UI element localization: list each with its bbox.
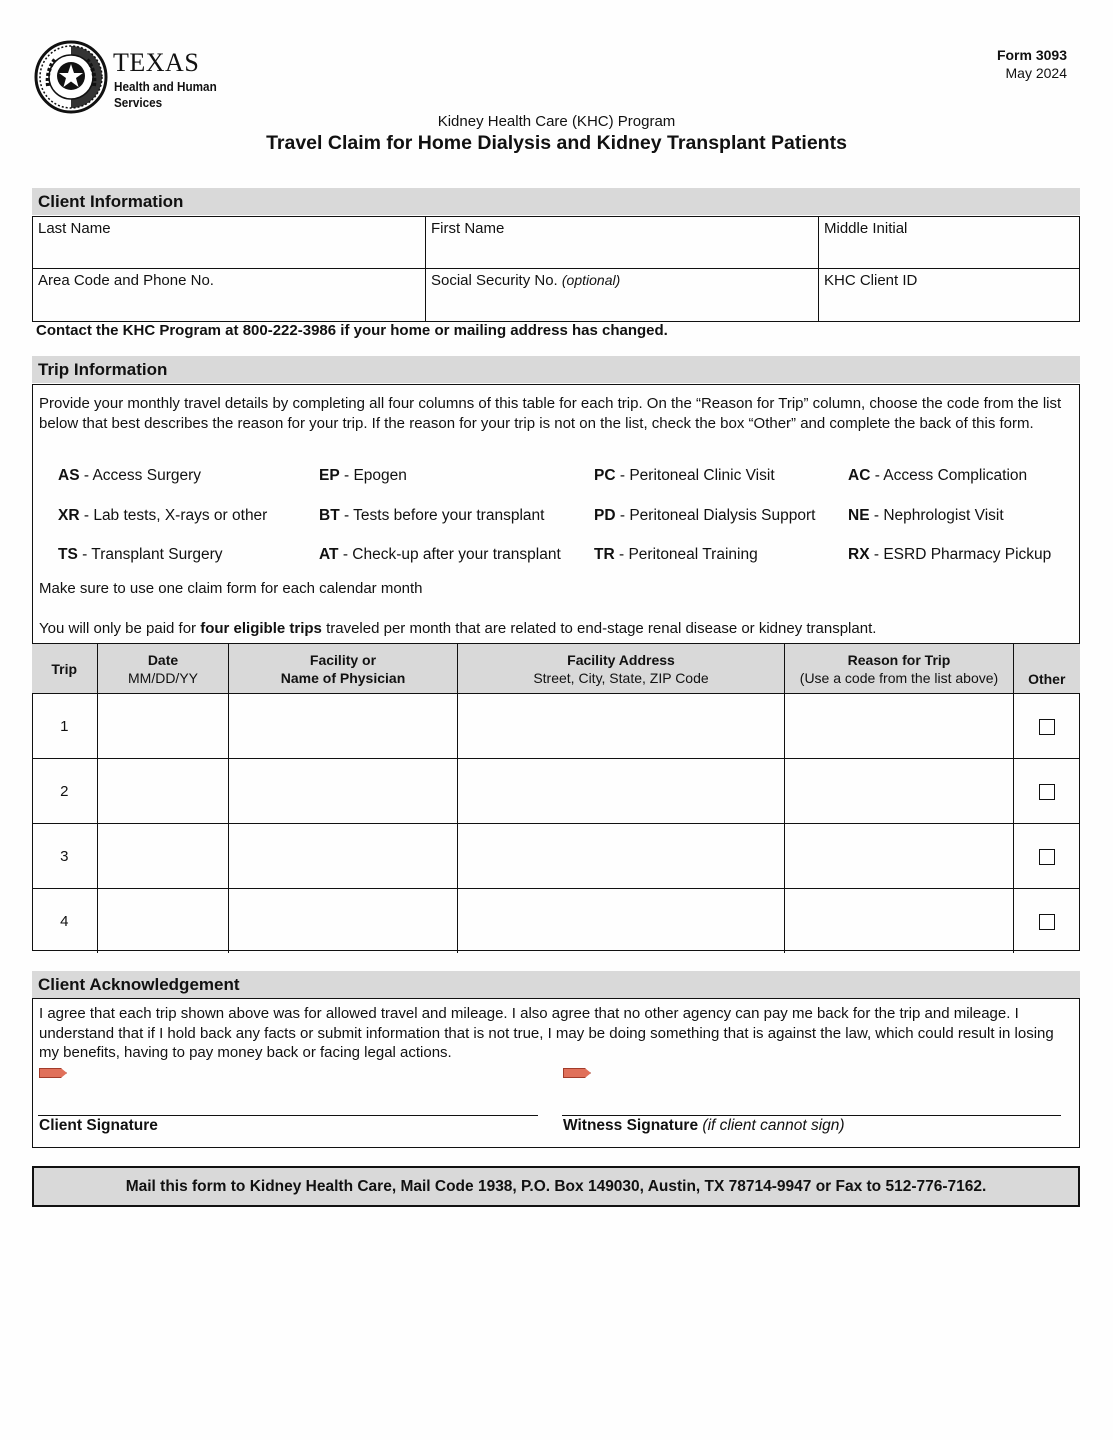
trip-other-cell	[1014, 694, 1080, 759]
trip-number: 2	[32, 759, 98, 824]
trip-address-cell[interactable]	[458, 759, 785, 824]
trip-other-cell	[1014, 889, 1080, 954]
trip-number: 4	[32, 889, 98, 954]
page-title: Travel Claim for Home Dialysis and Kidney Transplant Patients	[266, 132, 847, 154]
first-name-input[interactable]	[431, 241, 817, 259]
reason-code-xr: XR - Lab tests, X-rays or other	[58, 507, 268, 524]
client-id-cell	[819, 269, 1079, 321]
trip-facility-cell[interactable]	[229, 824, 458, 889]
other-checkbox[interactable]	[1039, 784, 1055, 800]
one-form-per-month-note: Make sure to use one claim form for each calendar month	[39, 580, 423, 597]
acknowledgement-text: I agree that each trip shown above was for allowed travel and mileage. I also agree that no other agency can pay me back for the trip and mileage. I understand that if I hold back any facts or submit information that is not true, I may be doing something that is against the law, which could result in losing my benefits, having to pay money back or facing legal actions.	[39, 1005, 1054, 1061]
client-information-header: Client Information	[32, 188, 1080, 215]
reason-code-pd: PD - Peritoneal Dialysis Support	[594, 507, 816, 524]
reason-code-at: AT - Check-up after your transplant	[319, 546, 561, 563]
trip-date-cell[interactable]	[98, 759, 229, 824]
trip-information-header: Trip Information	[32, 356, 1080, 383]
reason-code-pc: PC - Peritoneal Clinic Visit	[594, 467, 775, 484]
trip-reason-cell[interactable]	[785, 759, 1014, 824]
ssn-input[interactable]	[431, 293, 817, 311]
other-checkbox[interactable]	[1039, 719, 1055, 735]
trip-instructions: Provide your monthly travel details by completing all four columns of this table for each trip. On the “Reason for Trip” column, choose the code from the list below that best describes the reason for your trip. If the reason for your trip is not on the list, check the box “Other” and complete the back of this form.	[39, 395, 1062, 432]
reason-code-tr: TR - Peritoneal Training	[594, 546, 758, 563]
trip-facility-cell[interactable]	[229, 694, 458, 759]
trip-table-header	[32, 644, 1080, 694]
trip-reason-cell[interactable]	[785, 889, 1014, 954]
client-id-label: KHC Client ID	[824, 272, 918, 289]
trip-information-box	[32, 384, 1080, 951]
reason-code-ts: TS - Transplant Surgery	[58, 546, 223, 563]
last-name-input[interactable]	[38, 241, 424, 259]
reason-code-ep: EP - Epogen	[319, 467, 407, 484]
client-signature-line[interactable]	[38, 1115, 538, 1116]
form-date: May 2024	[1005, 65, 1067, 81]
table-row	[32, 824, 1080, 889]
trip-reason-cell[interactable]	[785, 694, 1014, 759]
sign-here-tag-icon[interactable]	[563, 1068, 591, 1078]
middle-initial-label: Middle Initial	[824, 220, 908, 237]
trip-date-cell[interactable]	[98, 889, 229, 954]
col-header-other: Other	[1014, 644, 1080, 694]
ssn-cell	[426, 269, 819, 321]
trip-address-cell[interactable]	[458, 824, 785, 889]
first-name-label: First Name	[431, 220, 505, 237]
form-number-block	[997, 46, 1067, 82]
table-row	[32, 759, 1080, 824]
witness-signature-label: Witness Signature (if client cannot sign)	[563, 1117, 845, 1134]
col-header-reason: Reason for Trip (Use a code from the list above)	[785, 644, 1014, 694]
first-name-cell	[426, 217, 819, 269]
address-change-note: Contact the KHC Program at 800-222-3986 if your home or mailing address has changed.	[36, 322, 668, 339]
other-checkbox[interactable]	[1039, 914, 1055, 930]
sign-here-tag-icon[interactable]	[39, 1068, 67, 1078]
eligible-trips-note: You will only be paid for four eligible trips traveled per month that are related to end-stage renal disease or kidney transplant.	[39, 620, 877, 637]
trip-table	[32, 643, 1080, 953]
reason-code-as: AS - Access Surgery	[58, 467, 202, 484]
logo-texas-text: TEXAS	[113, 48, 200, 77]
table-row	[32, 889, 1080, 954]
trip-facility-cell[interactable]	[229, 889, 458, 954]
mailing-instructions: Mail this form to Kidney Health Care, Mail Code 1938, P.O. Box 149030, Austin, TX 78714-9947 or Fax to 512-776-7162.	[32, 1166, 1080, 1207]
client-signature-label: Client Signature	[39, 1117, 158, 1134]
ssn-label: Social Security No.	[431, 272, 558, 289]
trip-other-cell	[1014, 824, 1080, 889]
acknowledgement-box	[32, 998, 1080, 1148]
client-information-grid	[32, 216, 1080, 322]
last-name-label: Last Name	[38, 220, 111, 237]
witness-signature-line[interactable]	[562, 1115, 1061, 1116]
other-checkbox[interactable]	[1039, 849, 1055, 865]
last-name-cell	[33, 217, 426, 269]
ssn-optional-note: (optional)	[561, 272, 621, 288]
col-header-trip: Trip	[32, 644, 98, 694]
reason-code-bt: BT - Tests before your transplant	[319, 507, 545, 524]
trip-number: 1	[32, 694, 98, 759]
trip-address-cell[interactable]	[458, 889, 785, 954]
trip-reason-cell[interactable]	[785, 824, 1014, 889]
client-id-input[interactable]	[824, 293, 1078, 311]
col-header-address: Facility Address Street, City, State, ZIP Code	[458, 644, 785, 694]
texas-seal-icon	[34, 40, 108, 114]
hhs-logo	[34, 40, 234, 118]
middle-initial-cell	[819, 217, 1079, 269]
trip-number: 3	[32, 824, 98, 889]
trip-date-cell[interactable]	[98, 694, 229, 759]
reason-code-ne: NE - Nephrologist Visit	[848, 507, 1004, 524]
trip-facility-cell[interactable]	[229, 759, 458, 824]
trip-address-cell[interactable]	[458, 694, 785, 759]
form-number: Form 3093	[996, 47, 1067, 63]
phone-input[interactable]	[38, 293, 424, 311]
logo-agency-text: Health and Human Services	[114, 79, 217, 110]
phone-label: Area Code and Phone No.	[38, 272, 214, 289]
middle-initial-input[interactable]	[824, 241, 1078, 259]
trip-date-cell[interactable]	[98, 824, 229, 889]
table-row	[32, 694, 1080, 759]
reason-code-ac: AC - Access Complication	[848, 467, 1028, 484]
phone-cell	[33, 269, 426, 321]
reason-code-rx: RX - ESRD Pharmacy Pickup	[848, 546, 1052, 563]
program-name: Kidney Health Care (KHC) Program	[437, 113, 676, 130]
acknowledgement-header: Client Acknowledgement	[32, 971, 1080, 998]
col-header-date: Date MM/DD/YY	[98, 644, 229, 694]
trip-other-cell	[1014, 759, 1080, 824]
col-header-facility: Facility or Name of Physician	[229, 644, 458, 694]
